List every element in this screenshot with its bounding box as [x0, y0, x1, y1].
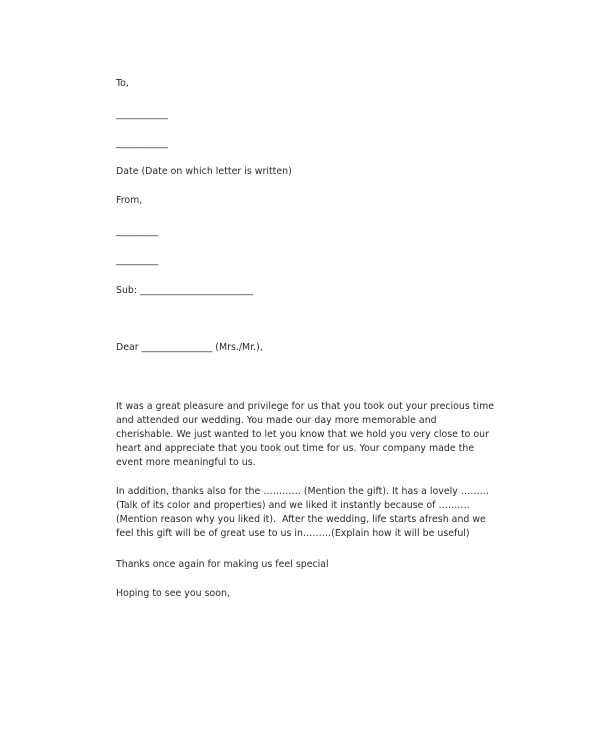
sender-blank-line-2: _________ — [116, 255, 159, 266]
paragraph1-line: heart and appreciate that you took out time for us. Your company made the — [116, 443, 475, 454]
paragraph1-line: event more meaningful to us. — [116, 457, 256, 468]
paragraph2-line: In addition, thanks also for the ………… (Mention the gift). It has a lovely ……… — [116, 486, 490, 497]
date-line: Date (Date on which letter is written) — [116, 166, 292, 177]
paragraph2-line: (Mention reason why you liked it). After the wedding, life starts afresh and we — [116, 514, 486, 525]
sender-blank-line-1: _________ — [116, 226, 159, 237]
paragraph2-line: (Talk of its color and properties) and we liked it instantly because of ………. — [116, 500, 470, 511]
thanks-line: Thanks once again for making us feel special — [116, 559, 329, 570]
from-label: From, — [116, 195, 143, 206]
paragraph1-line: and attended our wedding. You made our day more memorable and — [116, 415, 437, 426]
closing-line: Hoping to see you soon, — [116, 588, 230, 599]
paragraph2-line: feel this gift will be of great use to us in………(Explain how it will be useful) — [116, 528, 470, 539]
subject-line: Sub: ________________________ — [116, 285, 254, 296]
paragraph1-line: cherishable. We just wanted to let you know that we hold you very close to our — [116, 429, 490, 440]
salutation: Dear _______________ (Mrs./Mr.), — [116, 342, 263, 353]
to-label: To, — [116, 78, 129, 89]
paragraph1-line: It was a great pleasure and privilege for us that you took out your precious time — [116, 401, 495, 412]
recipient-blank-line-2: ___________ — [116, 138, 168, 149]
recipient-blank-line-1: ___________ — [116, 109, 168, 120]
